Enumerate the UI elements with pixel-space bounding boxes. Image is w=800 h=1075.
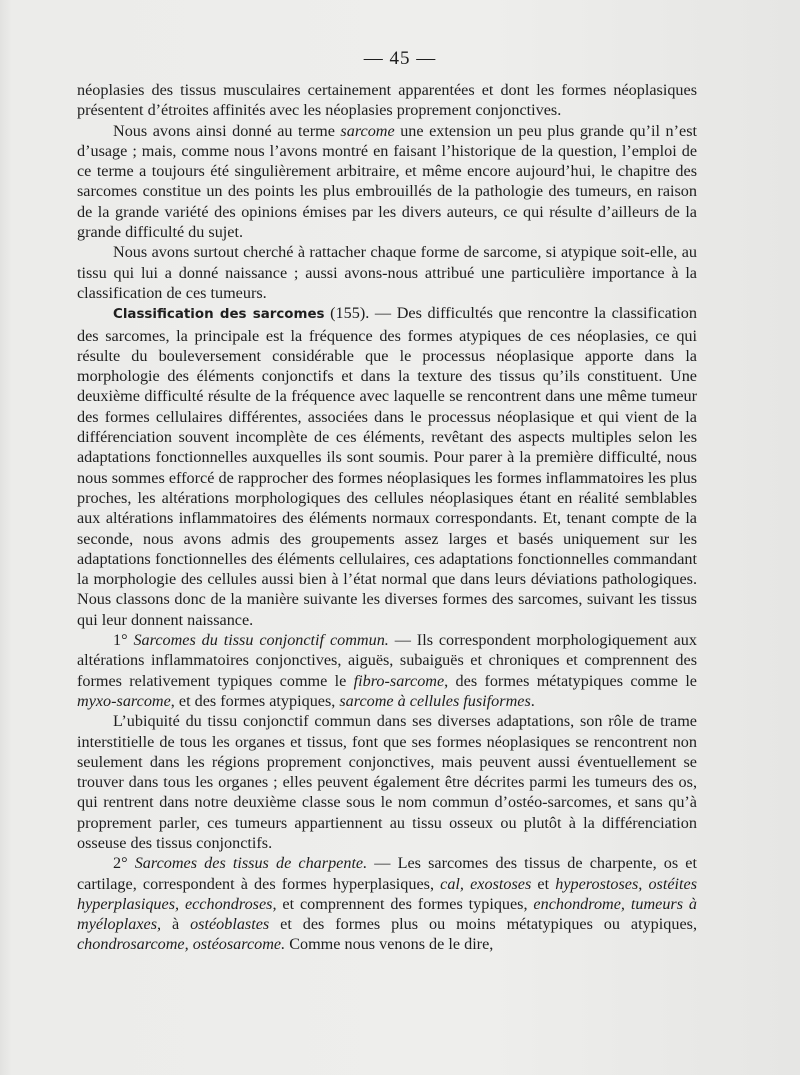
paragraph-sarcomes-charpente: 2° Sarcomes des tissus de charpente. — Les sarcomes des tissus de charpente, os et cartilage, correspondent à des formes hyperplasiques, cal, exostoses et hyperostoses, ostéites hyperplasiques, ecchondroses, et comprennent des formes typiques, enchondrome, tumeurs à myéloplaxes, à ostéoblastes et des formes plus ou moins métatypiques ou atypiques, chondrosarcome, ostéosarcome. Comme nous venons de le dire, xyxy=(77,854,697,954)
body-text xyxy=(77,80,697,955)
paragraph-1: néoplasies des tissus musculaires certainement apparentées et dont les formes néoplasiques présentent d’étroites affinités avec les néoplasies proprement conjonctives. xyxy=(77,81,697,120)
paragraph-sarcomes-conjonctif: 1° Sarcomes du tissu conjonctif commun. — Ils correspondent morphologiquement aux altérations inflammatoires conjonctives, aiguës, subaiguës et chroniques et comprennent des formes relativement typiques comme le fibro-sarcome, des formes métatypiques comme le myxo-sarcome, et des formes atypiques, sarcome à cellules fusiformes. xyxy=(77,631,697,710)
page-number: — 45 — xyxy=(363,48,437,69)
subsection-heading: Sarcomes du tissu conjonctif commun. xyxy=(133,631,389,650)
paragraph-classification: Classification des sarcomes (155). — Des difficultés que rencontre la classification des sarcomes, la principale est la fréquence des formes atypiques de ces néoplasies, ce qui résulte du bouleversement considérable que le processus néoplasique apporte dans la morphologie des éléments conjonctifs et dans la texture des tissus qu’ils constituent. Une deuxième difficulté résulte de la fréquence avec laquelle se rencontrent dans une même tumeur des formes cellulaires différentes, associées dans le processus néoplasique et qui vient de la différenciation souvent incomplète de ces éléments, revêtant des aspects multiples selon les adaptations fonctionnelles auxquelles ils sont soumis. Pour parer à la première difficulté, nous nous sommes efforcé de rapprocher des formes néoplasiques les formes inflammatoires les plus proches, les altérations morphologiques des cellules néoplasiques étant en réalité semblables aux altérations inflammatoires des éléments normaux correspondants. Et, tenant compte de la seconde, nous avons admis des groupements assez larges et basés uniquement sur les adaptations fonctionnelles des éléments cellulaires, ces adaptations fonctionnelles commandant la morphologie des cellules aussi bien à l’état normal que dans leurs déviations pathologiques. Nous classons donc de la manière suivante les diverses formes des sarcomes, suivant les tissus qui leur donnent naissance. xyxy=(77,304,697,629)
paragraph-3: Nous avons surtout cherché à rattacher chaque forme de sarcome, si atypique soit-elle, au tissu qui lui a donné naissance ; aussi avons-nous attribué une particulière importance à la classification de ces tumeurs. xyxy=(77,243,697,302)
paragraph-ubiquite: L’ubiquité du tissu conjonctif commun dans ses diverses adaptations, son rôle de trame interstitielle de tous les organes et tissus, font que ses formes néoplasiques se rencontrent non seulement dans les régions proprement conjonctives, mais peuvent aussi éventuellement se trouver dans tous les organes ; elles peuvent également être décrites parmi les tumeurs des os, qui rentrent dans notre deuxième classe sous le nom commun d’ostéo-sarcomes, et sans qu’à proprement parler, ces tumeurs appartiennent au tissu osseux ou plutôt à la différenciation osseuse des tissus conjonctifs. xyxy=(77,712,697,852)
subsection-heading: Sarcomes des tissus de charpente. xyxy=(134,854,368,873)
emphasis-term: sarcome xyxy=(340,121,395,140)
section-heading: Classification des sarcomes xyxy=(113,307,325,323)
paragraph-2: Nous avons ainsi donné au terme sarcome une extension un peu plus grande qu’il n’est d’usage ; mais, comme nous l’avons montré en faisant l’historique de la question, l’emploi de ce terme a toujours été singulièrement arbitraire, et même encore aujourd’hui, le chapitre des sarcomes constitue un des points les plus embrouillés de la pathologie des tumeurs, en raison de la grande variété des opinions émises par les divers auteurs, ce qui résulte d’ailleurs de la grande difficulté du sujet. xyxy=(77,121,697,242)
